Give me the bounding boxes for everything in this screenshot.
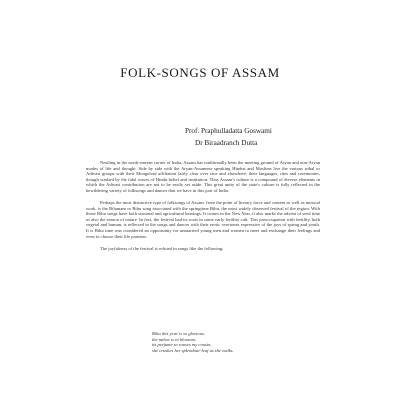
article-body <box>86 160 320 259</box>
body-paragraph: The joyfulness of the festival is echoed in songs like the following: <box>100 246 224 252</box>
verse-line: she crushes her splendour-leaf as she walks. <box>152 347 234 353</box>
body-paragraph: Perhaps the most distinctive type of folksongs of Assam, from the point of literary force and content as well as musical work, is the Bihunam or Bihu song associated with the springtime Bihu, the most widely observed festival of the region. With those Bihu songs have both seasonal and agricultural bearings. It comes in the New Year, it also marks the advent of seed time as also the season of nature. In fact, the festival had its roots in some early fertility cult. This preoccupation with fertility, both vegetal and human, is reflected in the songs and dances with their erotic overtones expressive of the joys of spring and youth. It is Bihu time was considered an opportunity for unmarried young men and women to meet and exchange their feelings and even to choose their life partners. <box>86 200 320 239</box>
verse-line: the nahor is in blossom, <box>152 336 197 342</box>
author-name: Prof. Praphulladatta Goswami <box>185 127 272 135</box>
author-block <box>185 125 272 149</box>
author-name: Dr Biraadranch Dutta <box>195 139 258 147</box>
verse-line: its perfume so rouses my cousin, <box>152 342 212 348</box>
verse-quote <box>152 331 234 353</box>
page-title: FOLK-SONGS OF ASSAM <box>120 65 280 80</box>
body-paragraph: Nestling in the north-eastern corner of India, Assam has traditionally been the meeting ground of Aryan and non-Aryan modes of life and thought. Side by side with the Aryan-Assamese speaking Hindus and Muslims live the various tribal or Adivasi groups with their Mongoloid affiliation fairly clear over race and elsewhere, their languages, rites and ceremonies, though washed by the tidal waves of Hindu belief and institution. Thus Assam's culture is a compound of diverse elements in which the Adivasi contribution are not to be easily set aside. This great unity of the state's culture is fully reflected in the bewildering variety of folksongs and dances that we have in this part of India. <box>86 160 320 193</box>
verse-line: Bihu this year is so glorious, <box>152 331 205 336</box>
